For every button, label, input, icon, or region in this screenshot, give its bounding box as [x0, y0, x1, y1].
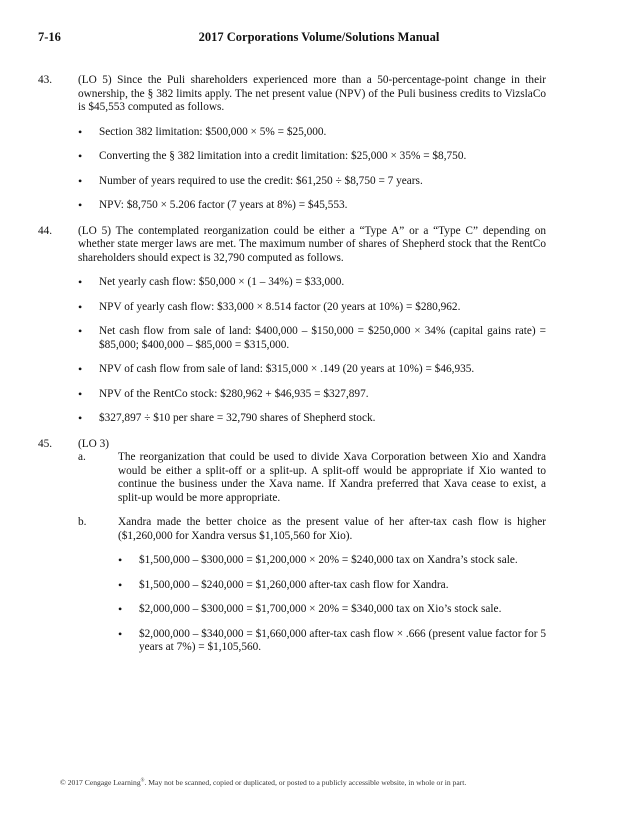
list-item-text: $2,000,000 – $340,000 = $1,660,000 after-tax cash flow × .666 (present value factor for 5 years at 7%) = $1,105,560. [139, 627, 546, 653]
list-item [78, 388, 546, 402]
problem-number: 45. [38, 437, 53, 450]
list-item-text: Number of years required to use the credit: $61,250 ÷ $8,750 = 7 years. [99, 174, 423, 187]
list-item [118, 628, 546, 655]
problem-45 [38, 438, 546, 655]
list-item-text: NPV of the RentCo stock: $280,962 + $46,935 = $327,897. [99, 387, 369, 400]
subpart-b [78, 516, 546, 655]
list-item-text: $327,897 ÷ $10 per share = 32,790 shares of Shepherd stock. [99, 412, 376, 424]
list-item-text: NPV of cash flow from sale of land: $315,000 × .149 (20 years at 10%) = $46,935. [99, 363, 475, 375]
problem-number: 43. [38, 74, 53, 86]
bullet-icon: • [78, 362, 83, 376]
bullet-icon: • [78, 124, 83, 139]
subpart-label: a. [78, 451, 86, 463]
list-item [78, 276, 546, 290]
page-content [38, 74, 546, 667]
list-item [78, 175, 546, 189]
bullet-icon: • [118, 577, 123, 592]
list-item-text: NPV: $8,750 × 5.206 factor (7 years at 8%) = $45,553. [99, 199, 348, 211]
list-item [78, 126, 546, 140]
problem-intro: (LO 3) [78, 437, 110, 450]
list-item [78, 325, 546, 352]
bullet-icon: • [118, 553, 123, 567]
list-item [78, 150, 546, 164]
subpart-text: The reorganization that could be used to divide Xava Corporation between Xio and Xandra would be either a split-off or a split-up. A split-off would be appropriate if Xio wanted to continue the business under the Xava name. If Xandra preferred that Xava cease to exist, a split-up would be more appropriate. [118, 451, 546, 504]
page-header [38, 30, 600, 50]
copyright-footer [60, 778, 608, 787]
bullet-list [78, 276, 546, 426]
bullet-icon: • [78, 149, 83, 163]
list-item [118, 579, 546, 593]
bullet-icon: • [118, 626, 123, 641]
list-item-text: Section 382 limitation: $500,000 × 5% = $25,000. [99, 125, 327, 138]
bullet-icon: • [78, 386, 83, 401]
list-item [118, 554, 546, 568]
bullet-icon: • [78, 299, 83, 314]
list-item-text: Net cash flow from sale of land: $400,000 – $150,000 = $250,000 × 34% (capital gains rate) = $85,000; $400,000 – $85,000 = $315,000. [99, 325, 546, 351]
list-item-text: $2,000,000 – $300,000 = $1,700,000 × 20% = $340,000 tax on Xio’s stock sale. [139, 603, 502, 615]
copyright-prefix: © 2017 Cengage Learning [60, 778, 141, 787]
list-item-text: Net yearly cash flow: $50,000 × (1 – 34%) = $33,000. [99, 276, 345, 288]
running-title: 2017 Corporations Volume/Solutions Manual [198, 30, 440, 44]
list-item-text: $1,500,000 – $240,000 = $1,260,000 after-tax cash flow for Xandra. [139, 578, 449, 591]
list-item [78, 412, 546, 426]
list-item [78, 199, 546, 213]
list-item [78, 363, 546, 377]
bullet-icon: • [78, 324, 83, 338]
subpart-label: b. [78, 516, 87, 528]
copyright-suffix: . May not be scanned, copied or duplicated, or posted to a publicly accessible website, in whole or in part. [144, 778, 467, 787]
list-item-text: $1,500,000 – $300,000 = $1,200,000 × 20% = $240,000 tax on Xandra’s stock sale. [139, 554, 518, 566]
bullet-icon: • [78, 198, 83, 212]
list-item [78, 301, 546, 315]
problem-body [78, 74, 546, 213]
list-item-text: Converting the § 382 limitation into a credit limitation: $25,000 × 35% = $8,750. [99, 150, 467, 162]
registered-mark: ® [140, 778, 145, 784]
problem-intro: (LO 5) The contemplated reorganization could be either a “Type A” or a “Type C” depending on whether state merger laws are met. The maximum number of shares of Shepherd stock that the RentCo shareholders should expect is 32,790 computed as follows. [78, 224, 546, 264]
problem-44 [38, 225, 546, 426]
subpart-text: Xandra made the better choice as the present value of her after-tax cash flow is higher ($1,260,000 for Xandra versus $1,105,560 for Xio). [118, 516, 546, 542]
problem-body [78, 225, 546, 426]
problem-number: 44. [38, 224, 53, 237]
bullet-icon: • [78, 275, 83, 289]
page-number: 7-16 [38, 30, 61, 44]
bullet-icon: • [118, 602, 123, 616]
list-item-text: NPV of yearly cash flow: $33,000 × 8.514 factor (20 years at 10%) = $280,962. [99, 300, 461, 313]
bullet-icon: • [78, 411, 83, 425]
problem-body [78, 438, 546, 655]
list-item [118, 603, 546, 617]
problem-43 [38, 74, 546, 213]
subpart-a [78, 451, 546, 505]
bullet-icon: • [78, 173, 83, 188]
bullet-list [118, 554, 546, 655]
problem-intro: (LO 5) Since the Puli shareholders experienced more than a 50-percentage-point change in their ownership, the § 382 limits apply. The net present value (NPV) of the Puli business credits to VizslaCo is $45,553 computed as follows. [78, 74, 546, 113]
bullet-list [78, 126, 546, 213]
